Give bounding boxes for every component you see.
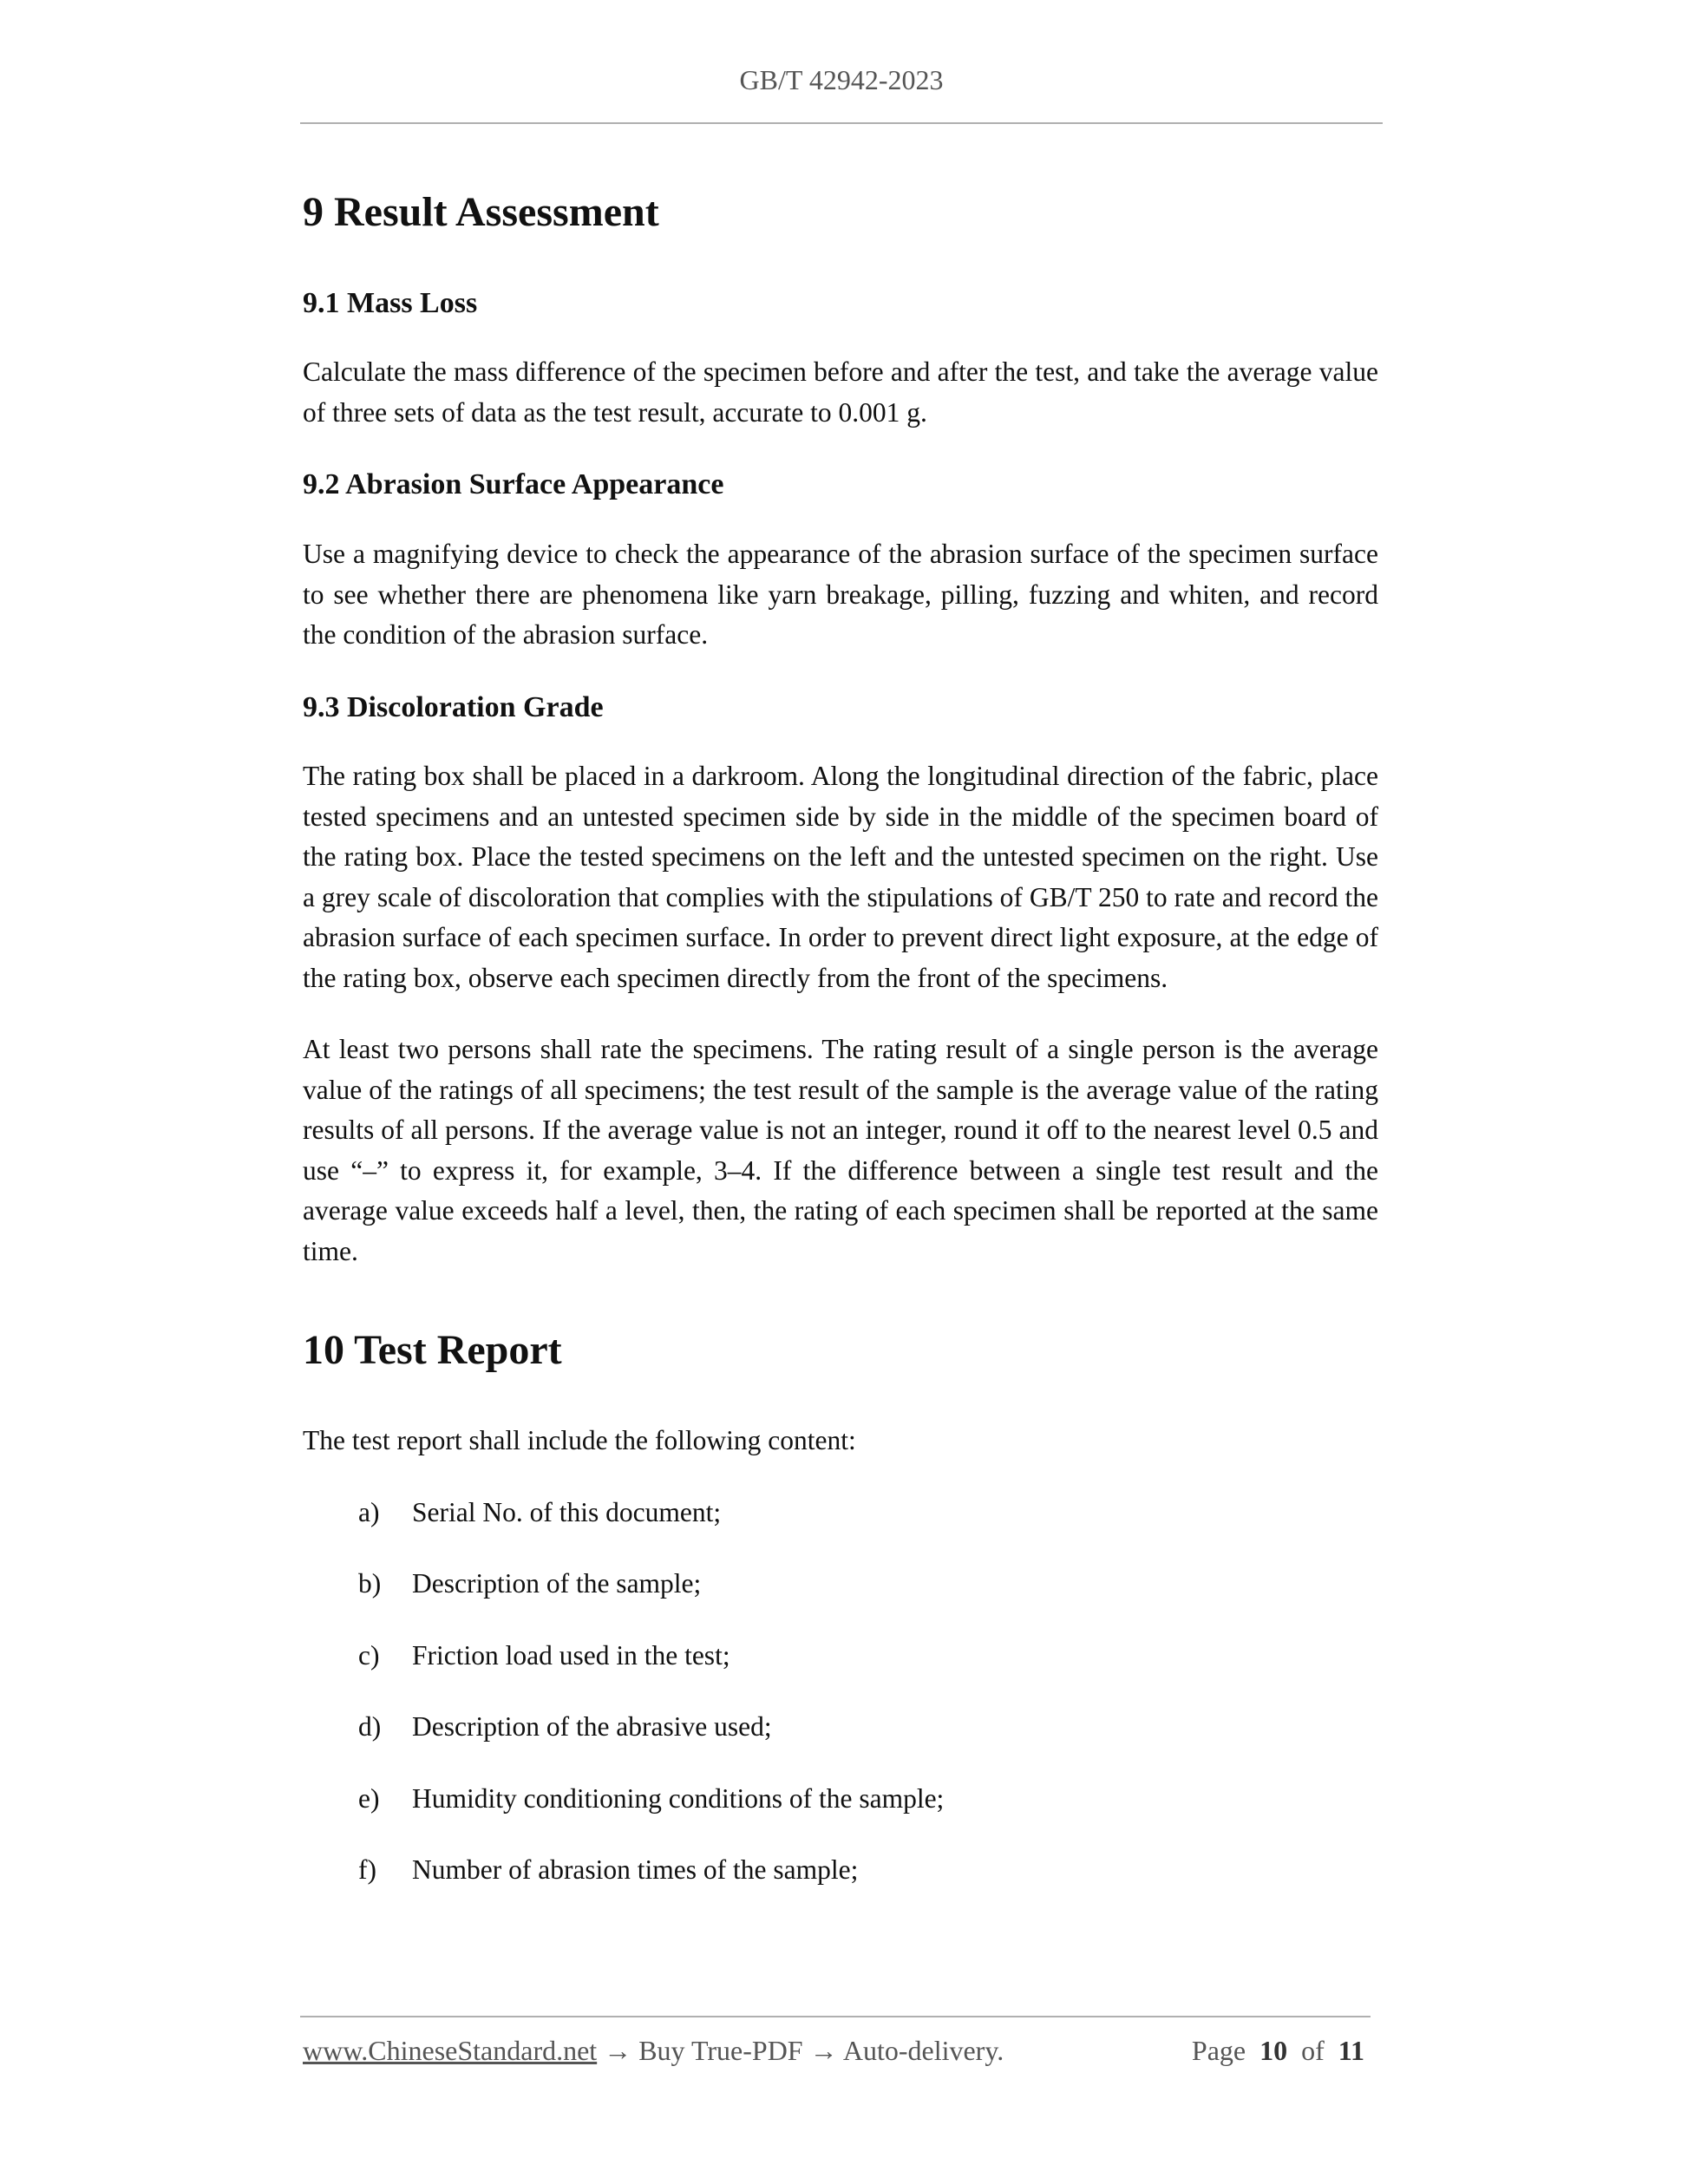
list-item <box>303 1707 1378 1748</box>
chinese-standard-link[interactable]: www.ChineseStandard.net <box>303 2035 598 2066</box>
section-9-3-heading: 9.3 Discoloration Grade <box>303 690 604 723</box>
page-label: Page <box>1191 2035 1246 2066</box>
page-number <box>1192 2035 1364 2067</box>
list-item-text: Description of the sample; <box>412 1568 702 1599</box>
section-9-2-heading: 9.2 Abrasion Surface Appearance <box>303 468 724 501</box>
list-item <box>303 1564 1378 1605</box>
list-item-marker: c) <box>358 1639 380 1671</box>
list-item-marker: a) <box>358 1496 380 1527</box>
section-9-1-paragraph: Calculate the mass difference of the specimen before and after the test, and take the average value of three sets of data as the test result, accurate to 0.001 g. <box>303 356 1378 428</box>
footer-promo-text: → Buy True-PDF → Auto-delivery. <box>597 2035 1004 2066</box>
page-header-doc-code: GB/T 42942-2023 <box>739 64 944 95</box>
of-label: of <box>1301 2035 1325 2066</box>
footer-divider <box>300 2016 1371 2017</box>
list-item-text: Friction load used in the test; <box>412 1639 730 1671</box>
list-item-marker: e) <box>358 1782 380 1814</box>
list-item <box>303 1636 1378 1677</box>
list-item-text: Humidity conditioning conditions of the sample; <box>412 1782 945 1814</box>
list-item-text: Description of the abrasive used; <box>412 1711 772 1743</box>
document-body <box>303 173 1378 1922</box>
section-9-3-paragraph-2: At least two persons shall rate the specimens. The rating result of a single person is the average value of the ratings of all specimens; the test result of the sample is the average value of the rating results of all persons. If the average value is not an integer, round it off to the nearest level 0.5 and use “–” to express it, for example, 3–4. If the difference between a single test result and the average value exceeds half a level, then, the rating of each specimen shall be reported at the same time. <box>303 1034 1378 1266</box>
section-9-3-paragraph-1: The rating box shall be placed in a darkroom. Along the longitudinal direction of the fabric, place tested specimens and an untested specimen side by side in the middle of the specimen board of the rating box. Place the tested specimens on the left and the untested specimen on the right. Use a grey scale of discoloration that complies with the stipulations of GB/T 250 to rate and record the abrasion surface of each specimen surface. In order to prevent direct light exposure, at the edge of the rating box, observe each specimen directly from the front of the specimens. <box>303 761 1378 993</box>
report-content-list <box>303 1493 1378 1891</box>
list-item-text: Serial No. of this document; <box>412 1496 722 1527</box>
page-footer <box>303 2035 1364 2067</box>
list-item <box>303 1850 1378 1891</box>
list-item <box>303 1779 1378 1820</box>
list-item-text: Number of abrasion times of the sample; <box>412 1854 859 1886</box>
list-item-marker: f) <box>358 1854 376 1886</box>
section-10-intro: The test report shall include the following content: <box>303 1425 856 1456</box>
page-total: 11 <box>1338 2035 1364 2066</box>
list-item-marker: b) <box>358 1568 382 1599</box>
page-current: 10 <box>1259 2035 1288 2066</box>
section-9-heading: 9 Result Assessment <box>303 189 659 235</box>
header-divider <box>300 122 1383 124</box>
section-9-2-paragraph: Use a magnifying device to check the appearance of the abrasion surface of the specimen surface to see whether there are phenomena like yarn breakage, pilling, fuzzing and whiten, and record the condition of the abrasion surface. <box>303 539 1378 651</box>
footer-promo <box>303 2035 1004 2067</box>
section-10-heading: 10 Test Report <box>303 1327 562 1374</box>
list-item-marker: d) <box>358 1711 382 1743</box>
section-9-1-heading: 9.1 Mass Loss <box>303 286 478 319</box>
list-item <box>303 1493 1378 1533</box>
